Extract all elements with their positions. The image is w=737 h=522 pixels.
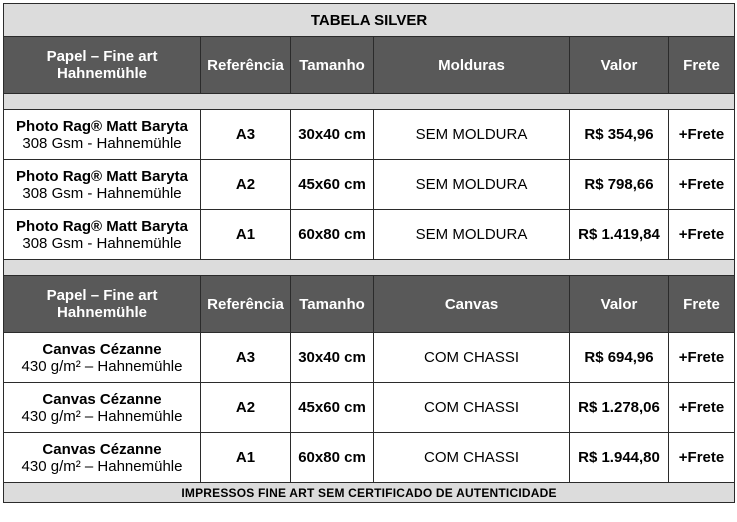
product-cell xyxy=(4,110,201,160)
reference-cell: A2 xyxy=(201,160,291,210)
product-name: Canvas Cézanne xyxy=(42,440,162,458)
spacer-row xyxy=(4,94,735,110)
price-cell: R$ 694,96 xyxy=(570,333,669,383)
header-price: Valor xyxy=(570,276,669,333)
option-cell: COM CHASSI xyxy=(374,333,570,383)
product-name: Canvas Cézanne xyxy=(42,390,162,408)
spacer xyxy=(4,94,735,110)
freight-cell: +Frete xyxy=(669,110,735,160)
header-row xyxy=(4,276,735,333)
reference-cell: A2 xyxy=(201,383,291,433)
header-frames: Molduras xyxy=(374,37,570,94)
price-cell: R$ 354,96 xyxy=(570,110,669,160)
reference-cell: A1 xyxy=(201,433,291,483)
product-spec: 308 Gsm - Hahnemühle xyxy=(22,234,182,252)
price-cell: R$ 1.278,06 xyxy=(570,383,669,433)
size-cell: 60x80 cm xyxy=(291,210,374,260)
header-canvas: Canvas xyxy=(374,276,570,333)
option-cell: SEM MOLDURA xyxy=(374,160,570,210)
table-row xyxy=(4,333,735,383)
product-spec: 430 g/m² – Hahnemühle xyxy=(21,457,183,475)
product-name: Canvas Cézanne xyxy=(42,340,162,358)
product-name: Photo Rag® Matt Baryta xyxy=(16,167,188,185)
reference-cell: A3 xyxy=(201,110,291,160)
product-name: Photo Rag® Matt Baryta xyxy=(16,217,188,235)
footer-row xyxy=(4,483,735,503)
price-cell: R$ 1.944,80 xyxy=(570,433,669,483)
header-paper: Papel – Fine art Hahnemühle xyxy=(4,37,201,94)
spacer-row xyxy=(4,260,735,276)
header-freight: Frete xyxy=(669,276,735,333)
header-freight: Frete xyxy=(669,37,735,94)
option-cell: SEM MOLDURA xyxy=(374,210,570,260)
product-cell xyxy=(4,333,201,383)
table-row xyxy=(4,160,735,210)
freight-cell: +Frete xyxy=(669,383,735,433)
product-cell xyxy=(4,210,201,260)
reference-cell: A1 xyxy=(201,210,291,260)
price-cell: R$ 798,66 xyxy=(570,160,669,210)
header-paper: Papel – Fine art Hahnemühle xyxy=(4,276,201,333)
option-cell: COM CHASSI xyxy=(374,433,570,483)
table-row xyxy=(4,210,735,260)
option-cell: COM CHASSI xyxy=(374,383,570,433)
product-cell xyxy=(4,160,201,210)
option-cell: SEM MOLDURA xyxy=(374,110,570,160)
table-row xyxy=(4,433,735,483)
freight-cell: +Frete xyxy=(669,210,735,260)
table-row xyxy=(4,383,735,433)
header-reference: Referência xyxy=(201,37,291,94)
size-cell: 30x40 cm xyxy=(291,333,374,383)
header-size: Tamanho xyxy=(291,37,374,94)
reference-cell: A3 xyxy=(201,333,291,383)
size-cell: 30x40 cm xyxy=(291,110,374,160)
product-spec: 308 Gsm - Hahnemühle xyxy=(22,134,182,152)
table-row xyxy=(4,110,735,160)
header-price: Valor xyxy=(570,37,669,94)
product-cell xyxy=(4,433,201,483)
size-cell: 45x60 cm xyxy=(291,160,374,210)
product-cell xyxy=(4,383,201,433)
size-cell: 45x60 cm xyxy=(291,383,374,433)
product-spec: 430 g/m² – Hahnemühle xyxy=(21,407,183,425)
title-row xyxy=(4,4,735,37)
header-size: Tamanho xyxy=(291,276,374,333)
spacer xyxy=(4,260,735,276)
freight-cell: +Frete xyxy=(669,333,735,383)
freight-cell: +Frete xyxy=(669,160,735,210)
price-table xyxy=(3,3,735,503)
header-reference: Referência xyxy=(201,276,291,333)
product-spec: 308 Gsm - Hahnemühle xyxy=(22,184,182,202)
size-cell: 60x80 cm xyxy=(291,433,374,483)
footer-note: IMPRESSOS FINE ART SEM CERTIFICADO DE AUTENTICIDADE xyxy=(4,483,735,503)
freight-cell: +Frete xyxy=(669,433,735,483)
product-name: Photo Rag® Matt Baryta xyxy=(16,117,188,135)
product-spec: 430 g/m² – Hahnemühle xyxy=(21,357,183,375)
table-title: TABELA SILVER xyxy=(4,4,735,37)
price-cell: R$ 1.419,84 xyxy=(570,210,669,260)
header-row xyxy=(4,37,735,94)
